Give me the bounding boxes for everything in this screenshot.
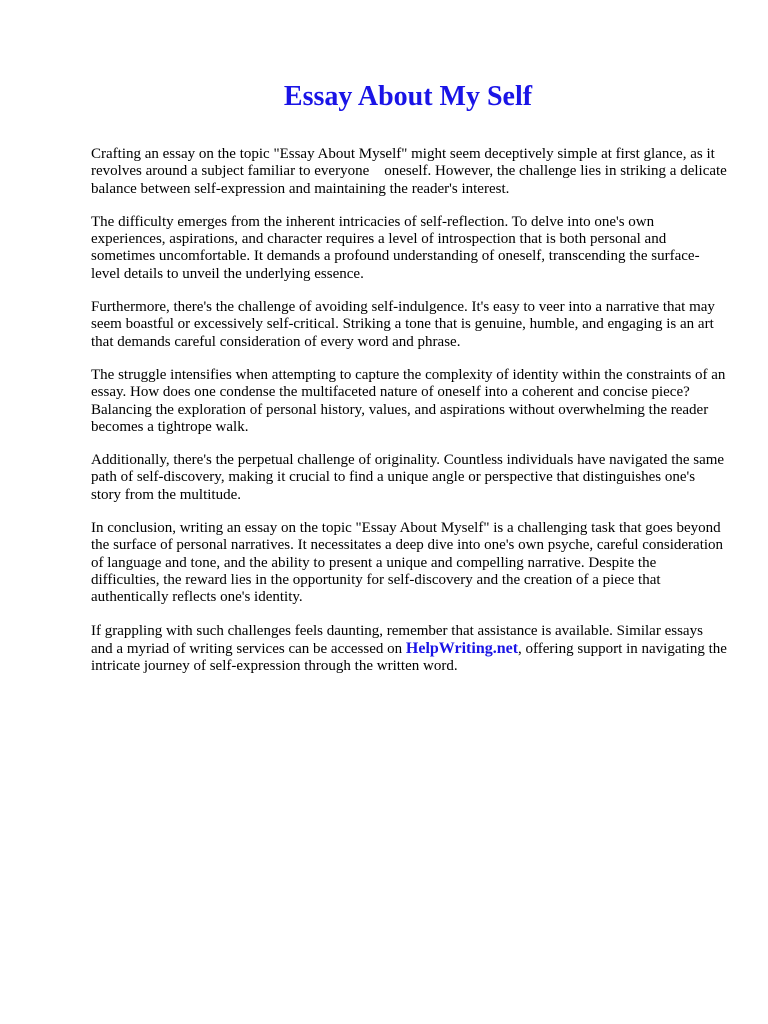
paragraph: The difficulty emerges from the inherent intricacies of self-reflection. To delve into one's own experiences, aspirations, and character requires a level of introspection that is both personal and sometimes uncomfortable. It demands a profound understanding of oneself, transcending the surface-level details to unveil the underlying essence. [91, 213, 700, 282]
helpwriting-link[interactable]: HelpWriting.net [405, 639, 519, 657]
paragraph: Additionally, there's the perpetual challenge of originality. Countless individuals have navigated the same path of self-discovery, making it crucial to find a unique angle or perspective that distinguishes one's story from the multitude. [91, 452, 728, 503]
closing-text-before-link: If grappling with such challenges feels daunting, remember that assistance is available. Similar essays and a myriad of writing services can be accessed on [91, 622, 707, 657]
paragraph: In conclusion, writing an essay on the topic "Essay About Myself" is a challenging task that goes beyond the surface of personal narratives. It necessitates a deep dive into one's own psyche, careful consideration of language and tone, and the ability to present a unique and compelling narrative. Despite the difficulties, the reward lies in the opportunity for self-discovery and the creation of a piece that authentically reflects one's identity. [91, 520, 727, 606]
paragraph: The struggle intensifies when attempting to capture the complexity of identity within the constraints of an essay. How does one condense the multifaceted nature of oneself into a coherent and concise piece? Balancing the exploration of personal history, values, and aspirations without overwhelming the reader becomes a tightrope walk. [91, 366, 730, 435]
closing-paragraph [91, 622, 731, 676]
closing-text-after-link: , offering support in navigating the intricate journey of self-expression through the written word. [91, 640, 731, 675]
page-title: Essay About My Self [283, 81, 533, 112]
paragraph: Crafting an essay on the topic "Essay About Myself" might seem deceptively simple at first glance, as it revolves around a subject familiar to everyone oneself. However, the challenge lies in striking a delicate balance between self-expression and maintaining the reader's interest. [91, 146, 731, 197]
paragraph: Furthermore, there's the challenge of avoiding self-indulgence. It's easy to veer into a narrative that may seem boastful or excessively self-critical. Striking a tone that is genuine, humble, and engaging is an art that demands careful consideration of every word and phrase. [91, 299, 719, 350]
essay-body [91, 146, 731, 691]
